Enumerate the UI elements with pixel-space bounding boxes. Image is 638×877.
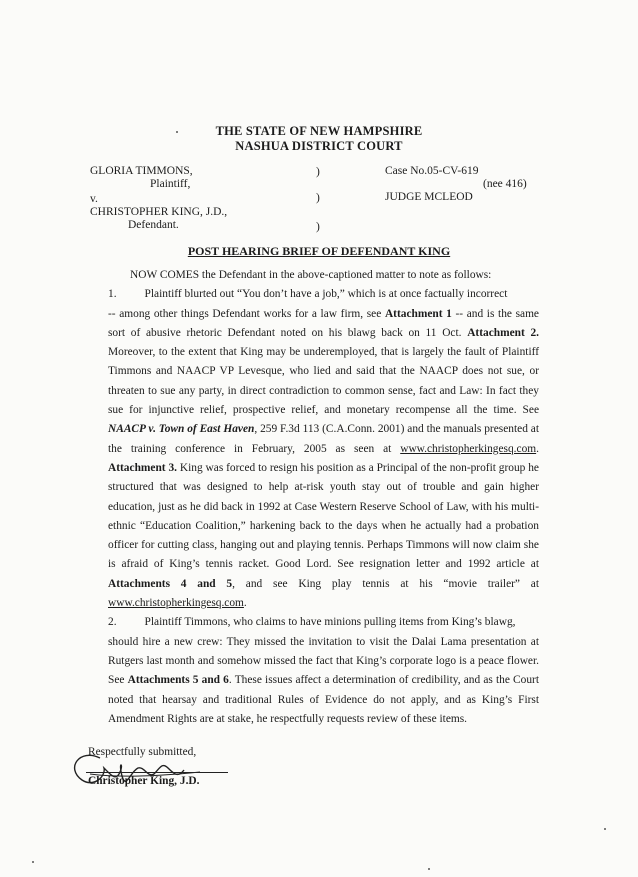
caption-paren: ): [316, 221, 320, 233]
paragraph-2-first-line: [108, 613, 539, 632]
paragraph-1-text: .: [243, 597, 247, 610]
case-number: Case No.05-CV-619: [385, 165, 479, 177]
paragraph-1-first-text: Plaintiff blurted out “You don’t have a job,” which is at once factually incorrect: [144, 288, 508, 301]
case-citation: NAACP v. Town of East Haven: [108, 423, 255, 436]
paragraph-2-number: 2.: [108, 616, 117, 629]
signature-line: [86, 772, 228, 773]
paragraph-1-text: Moreover, to the extent that King may be underemployed, that is largely the fault of Plaintiff Timmons and NAACP VP Levesque, who lied and said that the NAACP does not sue, or threaten to sue any party, in direct contradiction to common sense, fact and Law: In fact they sue for injunctive relief, prospective relief, and monetary recompense all the time. See: [108, 346, 539, 417]
attachment-3-ref: Attachment 3.: [108, 461, 177, 474]
case-nee: (nee 416): [483, 178, 527, 190]
scan-speck: [32, 861, 34, 863]
state-heading: THE STATE OF NEW HAMPSHIRE: [215, 124, 423, 138]
plaintiff-role: Plaintiff,: [150, 178, 191, 190]
paragraph-1-text: , 259 F.3d 113 (C.A.Conn. 2001) and the manuals presented at the training conference in February, 2005 as seen at: [108, 423, 539, 455]
paragraph-1-number: 1.: [108, 288, 117, 301]
attachments-5-6-ref: Attachments 5 and 6: [127, 674, 229, 687]
paragraph-1-text: , and see King play tennis at his “movie trailer” at: [232, 577, 539, 590]
intro-text: NOW COMES the Defendant in the above-captioned matter to note as follows:: [130, 269, 492, 281]
paragraph-2-first-text: Plaintiff Timmons, who claims to have minions pulling items from King’s blawg,: [144, 616, 516, 629]
intro-paragraph: [108, 266, 539, 285]
paragraph-1-text: -- and is the same sort of abusive rhetoric Defendant noted on his blawg back on 11 Oct.: [108, 307, 539, 339]
scan-speck: [604, 828, 606, 830]
court-heading: NASHUA DISTRICT COURT: [235, 139, 403, 153]
scan-speck: [176, 131, 178, 133]
paragraph-1-body: [108, 305, 539, 614]
paragraph-1-text: .: [536, 442, 539, 455]
website-link[interactable]: www.christopherkingesq.com: [400, 442, 537, 455]
paragraph-1-first-line: [108, 285, 539, 304]
paragraph-2-body: [108, 633, 539, 729]
paragraph-2-text: . These issues affect a determination of credibility, and as the Court noted that hearsay and traditional Rules of Evidence do not apply, and as King’s First Amendment Rights are at stake, he respectfully requests review of these items.: [108, 674, 539, 725]
attachment-1-ref: Attachment 1: [384, 307, 452, 320]
website-link[interactable]: www.christopherkingesq.com: [108, 597, 244, 610]
signer-name: Christopher King, J.D.: [88, 775, 200, 787]
defendant-name: CHRISTOPHER KING, J.D.,: [90, 206, 228, 218]
judge-name: JUDGE MCLEOD: [385, 191, 473, 203]
paragraph-2-text: should hire a new crew: They missed the invitation to visit the Dalai Lama presentation at Rutgers last month and somehow missed the fact that King’s corporate logo is a peace flower. See: [108, 635, 539, 687]
defendant-role: Defendant.: [128, 219, 179, 231]
paragraph-1-text: -- among other things Defendant works for a law firm, see: [108, 307, 385, 320]
attachments-4-5-ref: Attachments 4 and 5: [108, 577, 233, 590]
closing-text: Respectfully submitted,: [88, 746, 197, 758]
brief-body: [108, 266, 539, 729]
brief-title: POST HEARING BRIEF OF DEFENDANT KING: [187, 244, 451, 258]
versus: v.: [90, 193, 98, 205]
caption-paren: ): [316, 166, 320, 178]
plaintiff-name: GLORIA TIMMONS,: [90, 165, 193, 177]
caption-paren: ): [316, 192, 320, 204]
paragraph-1-text: King was forced to resign his position as a Principal of the non-profit group he structured that was designed to help at-risk youth stay out of trouble and gain higher education, just as he did back in 1992 at Case Western Reserve School of Law, with his multi-ethnic “Education Coalition,” harkening back to the days when he actually had a probation officer for cutting class, hanging out and playing tennis. Perhaps Timmons will now claim she is afraid of King’s tennis racket. Good Lord. See resignation letter and 1992 article at: [108, 461, 539, 571]
scan-speck: [428, 868, 430, 870]
attachment-2-ref: Attachment 2.: [467, 326, 539, 339]
